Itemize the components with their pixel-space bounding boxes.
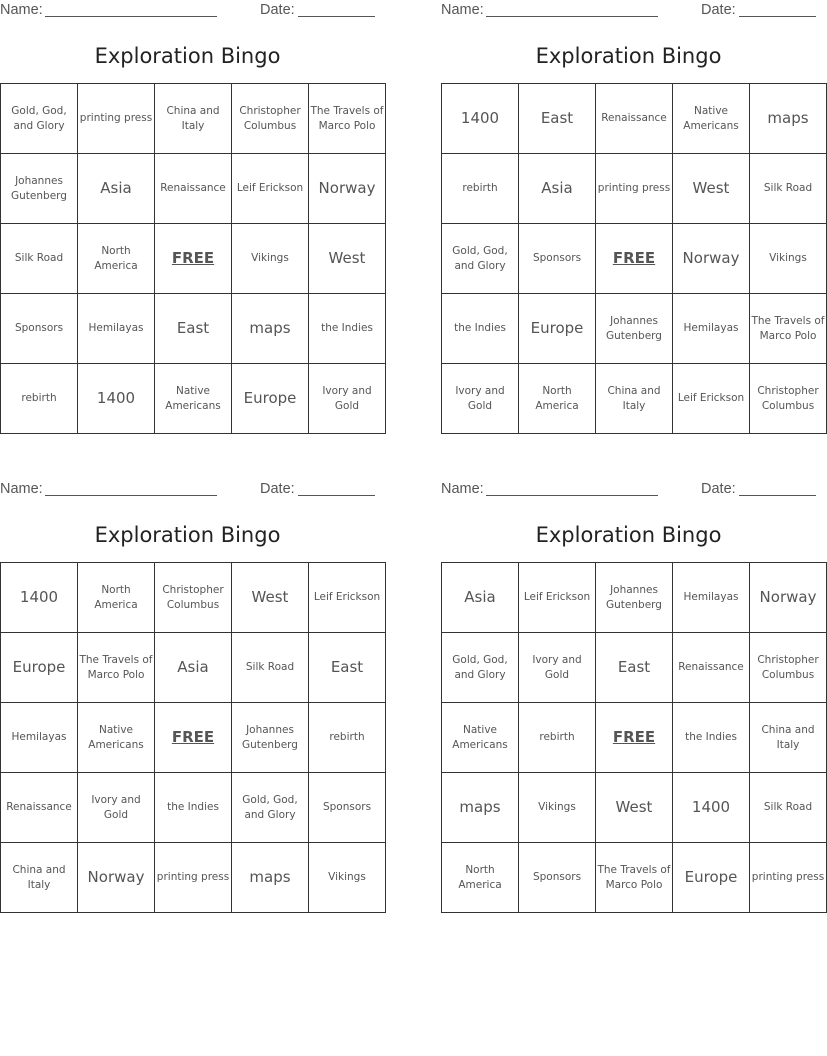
card-title: Exploration Bingo [535, 44, 722, 68]
bingo-cell: Native Americans [673, 84, 750, 154]
bingo-row [442, 703, 827, 773]
bingo-cell: Norway [78, 843, 155, 913]
bingo-row [442, 224, 827, 294]
bingo-cell: China and Italy [155, 84, 232, 154]
bingo-row [442, 84, 827, 154]
bingo-cell: Silk Road [750, 773, 827, 843]
bingo-row [1, 364, 386, 434]
bingo-cell: Renaissance [596, 84, 673, 154]
bingo-cell: the Indies [442, 294, 519, 364]
bingo-row [442, 364, 827, 434]
bingo-cell: China and Italy [750, 703, 827, 773]
bingo-cell: Johannes Gutenberg [232, 703, 309, 773]
bingo-cell: Gold, God, and Glory [442, 633, 519, 703]
bingo-cell: Norway [309, 154, 386, 224]
date-label: Date: [260, 481, 295, 497]
bingo-cell: Vikings [750, 224, 827, 294]
bingo-cell: maps [232, 294, 309, 364]
bingo-cell: Sponsors [519, 843, 596, 913]
name-line [45, 495, 217, 496]
bingo-cell: West [309, 224, 386, 294]
bingo-row [1, 843, 386, 913]
bingo-row [442, 294, 827, 364]
date-label: Date: [701, 2, 736, 18]
bingo-cell: East [155, 294, 232, 364]
bingo-cell: Sponsors [519, 224, 596, 294]
bingo-cell: Leif Erickson [309, 563, 386, 633]
bingo-grid [0, 562, 386, 913]
bingo-cell: The Travels of Marco Polo [750, 294, 827, 364]
bingo-cell: West [673, 154, 750, 224]
date-line [298, 495, 375, 496]
bingo-grid [441, 562, 827, 913]
bingo-cell: Christopher Columbus [750, 364, 827, 434]
bingo-cell: Norway [750, 563, 827, 633]
bingo-cell: Gold, God, and Glory [442, 224, 519, 294]
bingo-cell: maps [750, 84, 827, 154]
card-title: Exploration Bingo [535, 523, 722, 547]
name-line [486, 16, 658, 17]
bingo-row [1, 224, 386, 294]
bingo-cell: Norway [673, 224, 750, 294]
bingo-cell: Hemilayas [673, 563, 750, 633]
bingo-card [0, 479, 381, 919]
free-space: FREE [155, 703, 232, 773]
bingo-cell: Silk Road [1, 224, 78, 294]
bingo-cell: Johannes Gutenberg [1, 154, 78, 224]
bingo-cell: West [596, 773, 673, 843]
name-date-header [441, 479, 816, 501]
bingo-cell: Sponsors [1, 294, 78, 364]
bingo-cell: Silk Road [750, 154, 827, 224]
bingo-row [442, 563, 827, 633]
bingo-cell: Johannes Gutenberg [596, 563, 673, 633]
bingo-card [441, 0, 825, 440]
bingo-cell: Christopher Columbus [750, 633, 827, 703]
bingo-cell: Native Americans [155, 364, 232, 434]
bingo-row [1, 154, 386, 224]
bingo-cell: printing press [155, 843, 232, 913]
bingo-cell: Vikings [519, 773, 596, 843]
bingo-cell: rebirth [1, 364, 78, 434]
bingo-cell: Ivory and Gold [78, 773, 155, 843]
bingo-row [442, 843, 827, 913]
bingo-cell: Renaissance [155, 154, 232, 224]
date-label: Date: [701, 481, 736, 497]
free-space: FREE [596, 224, 673, 294]
bingo-cell: East [519, 84, 596, 154]
bingo-cell: Europe [519, 294, 596, 364]
name-line [45, 16, 217, 17]
bingo-cell: Leif Erickson [673, 364, 750, 434]
bingo-cell: Europe [1, 633, 78, 703]
bingo-card [0, 0, 384, 440]
name-line [486, 495, 658, 496]
bingo-cell: the Indies [309, 294, 386, 364]
bingo-cell: Silk Road [232, 633, 309, 703]
bingo-grid [441, 83, 827, 434]
bingo-cell: Sponsors [309, 773, 386, 843]
name-date-header [441, 0, 816, 22]
bingo-cell: the Indies [673, 703, 750, 773]
bingo-cell: maps [232, 843, 309, 913]
bingo-cell: China and Italy [596, 364, 673, 434]
bingo-cell: North America [442, 843, 519, 913]
bingo-cell: Johannes Gutenberg [596, 294, 673, 364]
bingo-cell: North America [519, 364, 596, 434]
bingo-cell: Native Americans [78, 703, 155, 773]
bingo-cell: Vikings [232, 224, 309, 294]
free-space: FREE [596, 703, 673, 773]
bingo-cell: printing press [750, 843, 827, 913]
date-line [298, 16, 375, 17]
bingo-cell: Ivory and Gold [309, 364, 386, 434]
name-label: Name: [441, 2, 484, 18]
bingo-cell: rebirth [309, 703, 386, 773]
bingo-cell: East [596, 633, 673, 703]
date-label: Date: [260, 2, 295, 18]
bingo-cell: The Travels of Marco Polo [309, 84, 386, 154]
bingo-cell: East [309, 633, 386, 703]
bingo-cell: Hemilayas [1, 703, 78, 773]
bingo-cell: Renaissance [1, 773, 78, 843]
bingo-cell: 1400 [78, 364, 155, 434]
bingo-cell: Asia [442, 563, 519, 633]
bingo-cell: Asia [155, 633, 232, 703]
bingo-cell: Europe [232, 364, 309, 434]
bingo-cell: the Indies [155, 773, 232, 843]
bingo-cell: Gold, God, and Glory [232, 773, 309, 843]
date-line [739, 16, 816, 17]
bingo-cell: Gold, God, and Glory [1, 84, 78, 154]
bingo-cell: maps [442, 773, 519, 843]
bingo-cell: Europe [673, 843, 750, 913]
bingo-cell: Renaissance [673, 633, 750, 703]
name-date-header [0, 0, 375, 22]
bingo-cell: Asia [78, 154, 155, 224]
bingo-cell: China and Italy [1, 843, 78, 913]
bingo-cell: rebirth [442, 154, 519, 224]
bingo-row [1, 633, 386, 703]
bingo-row [442, 773, 827, 843]
bingo-cell: The Travels of Marco Polo [78, 633, 155, 703]
name-label: Name: [0, 2, 43, 18]
bingo-cell: 1400 [442, 84, 519, 154]
name-date-header [0, 479, 375, 501]
bingo-cell: West [232, 563, 309, 633]
free-space: FREE [155, 224, 232, 294]
name-label: Name: [0, 481, 43, 497]
bingo-row [1, 84, 386, 154]
bingo-cell: Leif Erickson [232, 154, 309, 224]
bingo-cell: Ivory and Gold [442, 364, 519, 434]
bingo-cell: Native Americans [442, 703, 519, 773]
bingo-cell: North America [78, 563, 155, 633]
bingo-cell: The Travels of Marco Polo [596, 843, 673, 913]
bingo-cell: Hemilayas [78, 294, 155, 364]
card-title: Exploration Bingo [94, 523, 281, 547]
bingo-cell: 1400 [673, 773, 750, 843]
bingo-cell: rebirth [519, 703, 596, 773]
bingo-row [1, 294, 386, 364]
bingo-cell: 1400 [1, 563, 78, 633]
bingo-cell: printing press [596, 154, 673, 224]
card-title: Exploration Bingo [94, 44, 281, 68]
bingo-cell: North America [78, 224, 155, 294]
bingo-cell: Ivory and Gold [519, 633, 596, 703]
bingo-cell: Vikings [309, 843, 386, 913]
bingo-row [1, 773, 386, 843]
bingo-row [442, 633, 827, 703]
bingo-grid [0, 83, 386, 434]
bingo-cell: Christopher Columbus [232, 84, 309, 154]
bingo-row [1, 563, 386, 633]
bingo-cell: Asia [519, 154, 596, 224]
bingo-row [1, 703, 386, 773]
bingo-cell: Christopher Columbus [155, 563, 232, 633]
date-line [739, 495, 816, 496]
bingo-card [441, 479, 825, 919]
bingo-cell: Hemilayas [673, 294, 750, 364]
bingo-cell: printing press [78, 84, 155, 154]
name-label: Name: [441, 481, 484, 497]
bingo-row [442, 154, 827, 224]
bingo-cell: Leif Erickson [519, 563, 596, 633]
